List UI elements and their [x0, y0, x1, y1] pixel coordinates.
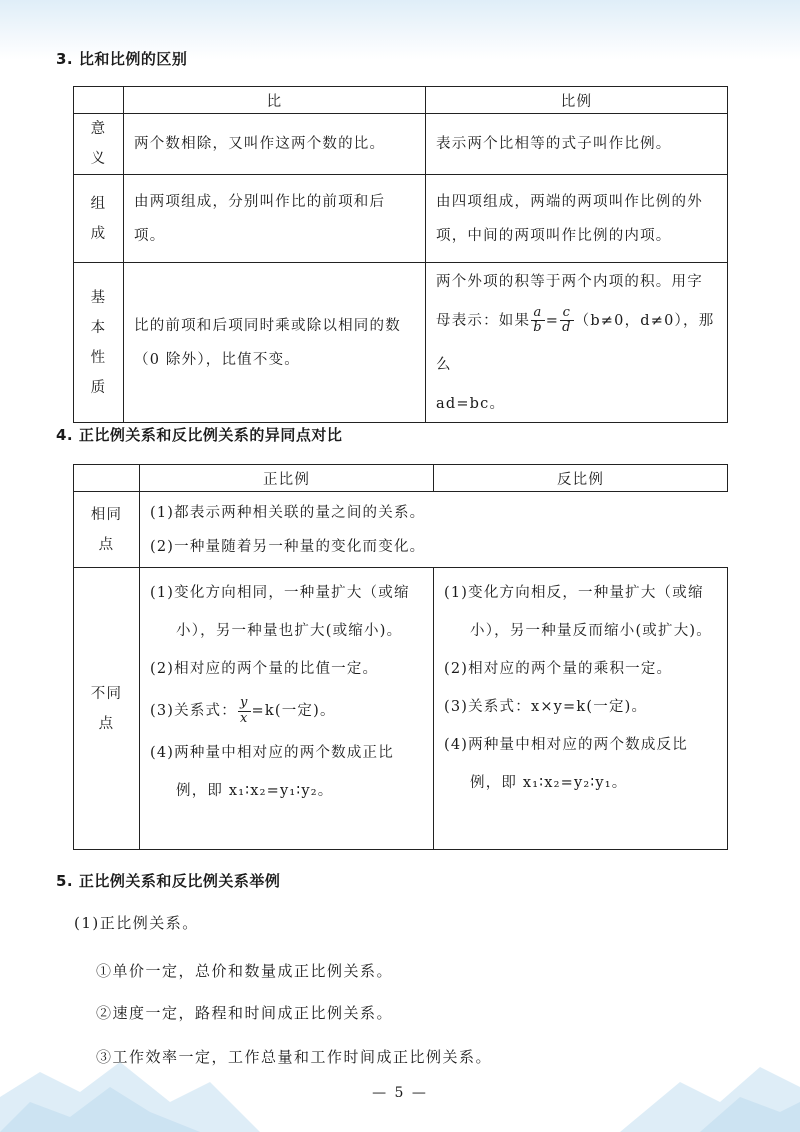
row-label-property-line2: 性质: [90, 349, 107, 396]
ratio-property: [124, 263, 426, 423]
fraction-c-over-d: [560, 306, 574, 336]
table2-header-direct: 正比例: [140, 465, 434, 492]
direct-diff-l5: (4)两种量中相对应的两个数成正比: [150, 745, 394, 761]
ratio-property-line1: 比的前项和后项同时乘或除以相同的数: [134, 317, 401, 334]
direct-diff: [140, 568, 434, 850]
direct-diff-l2: 小），另一种量也扩大(或缩小)。: [176, 623, 403, 639]
equals-sign: =: [545, 312, 560, 329]
section-title-5: 5. 正比例关系和反比例关系举例: [56, 872, 281, 890]
proportion-property-prefix: 母表示：如果: [436, 312, 531, 329]
direct-relation-suffix: =k(一定)。: [251, 703, 336, 719]
same-point-2: (2)一种量随着另一种量的变化而变化。: [150, 538, 426, 555]
table1-header-proportion: 比例: [426, 87, 728, 114]
direct-vs-inverse-table: [73, 464, 728, 850]
inverse-diff-l4: (3)关系式：x×y=k(一定)。: [444, 699, 648, 715]
inverse-diff-l2: 小），另一种量反而缩小(或扩大)。: [470, 623, 712, 639]
ratio-meaning: 两个数相除，又叫作这两个数的比。: [124, 114, 426, 175]
row-label-property: [74, 263, 124, 423]
direct-relation-prefix: (3)关系式：: [150, 703, 237, 719]
page-number: — 5 —: [372, 1085, 428, 1101]
proportion-composition-line1: 由四项组成，两端的两项叫作比例的外: [436, 193, 703, 210]
fraction-a-numerator: a: [531, 306, 545, 321]
proportion-property-line3: ad=bc。: [436, 395, 506, 412]
fraction-y-over-x: [238, 696, 251, 726]
same-points: [140, 492, 728, 568]
row-label-diff: 不同点: [74, 568, 140, 850]
table2-corner: [74, 465, 140, 492]
fraction-d-denominator: d: [562, 320, 572, 335]
inverse-diff-l1: (1)变化方向相反，一种量扩大（或缩: [444, 585, 704, 601]
table1-corner: [74, 87, 124, 114]
example-item-1: ①单价一定，总价和数量成正比例关系。: [96, 962, 394, 980]
proportion-property-line2: [436, 299, 717, 387]
proportion-property-line1: 两个外项的积等于两个内项的积。用字: [436, 273, 703, 290]
section-title-3: 3. 比和比例的区别: [56, 50, 188, 68]
examples-heading: (1)正比例关系。: [74, 914, 199, 932]
proportion-property-suffix: （b≠0，d≠0），那么: [436, 312, 715, 373]
ratio-property-line2: （0 除外），比值不变。: [134, 351, 300, 368]
proportion-meaning: 表示两个比相等的式子叫作比例。: [426, 114, 728, 175]
example-item-2: ②速度一定，路程和时间成正比例关系。: [96, 1004, 394, 1022]
proportion-composition-line2: 项，中间的两项叫作比例的内项。: [436, 227, 672, 244]
proportion-composition: [426, 175, 728, 263]
row-label-meaning: 意义: [74, 114, 124, 175]
inverse-diff: [434, 568, 728, 850]
ratio-composition: 由两项组成，分别叫作比的前项和后项。: [124, 175, 426, 263]
inverse-diff-l6: 例，即 x₁∶x₂=y₂∶y₁。: [470, 775, 628, 791]
fraction-x-denominator: x: [239, 710, 249, 726]
same-point-1: (1)都表示两种相关联的量之间的关系。: [150, 504, 426, 521]
fraction-b-denominator: b: [533, 320, 543, 335]
inverse-diff-l3: (2)相对应的两个量的乘积一定。: [444, 661, 673, 677]
direct-diff-l1: (1)变化方向相同，一种量扩大（或缩: [150, 585, 410, 601]
direct-diff-l3: (2)相对应的两个量的比值一定。: [150, 661, 379, 677]
row-label-property-line1: 基本: [90, 289, 107, 336]
proportion-property: [426, 263, 728, 423]
row-label-composition: 组成: [74, 175, 124, 263]
table1-header-ratio: 比: [124, 87, 426, 114]
table2-header-inverse: 反比例: [434, 465, 728, 492]
direct-diff-l4: [150, 688, 423, 734]
section-title-4: 4. 正比例关系和反比例关系的异同点对比: [56, 426, 343, 444]
fraction-c-numerator: c: [560, 306, 574, 321]
example-item-3: ③工作效率一定，工作总量和工作时间成正比例关系。: [96, 1048, 493, 1066]
ratio-vs-proportion-table: [73, 86, 728, 423]
fraction-a-over-b: [531, 306, 545, 336]
inverse-diff-l5: (4)两种量中相对应的两个数成反比: [444, 737, 688, 753]
row-label-same: 相同点: [74, 492, 140, 568]
direct-diff-l6: 例，即 x₁∶x₂=y₁∶y₂。: [176, 783, 334, 799]
fraction-y-numerator: y: [239, 695, 249, 711]
